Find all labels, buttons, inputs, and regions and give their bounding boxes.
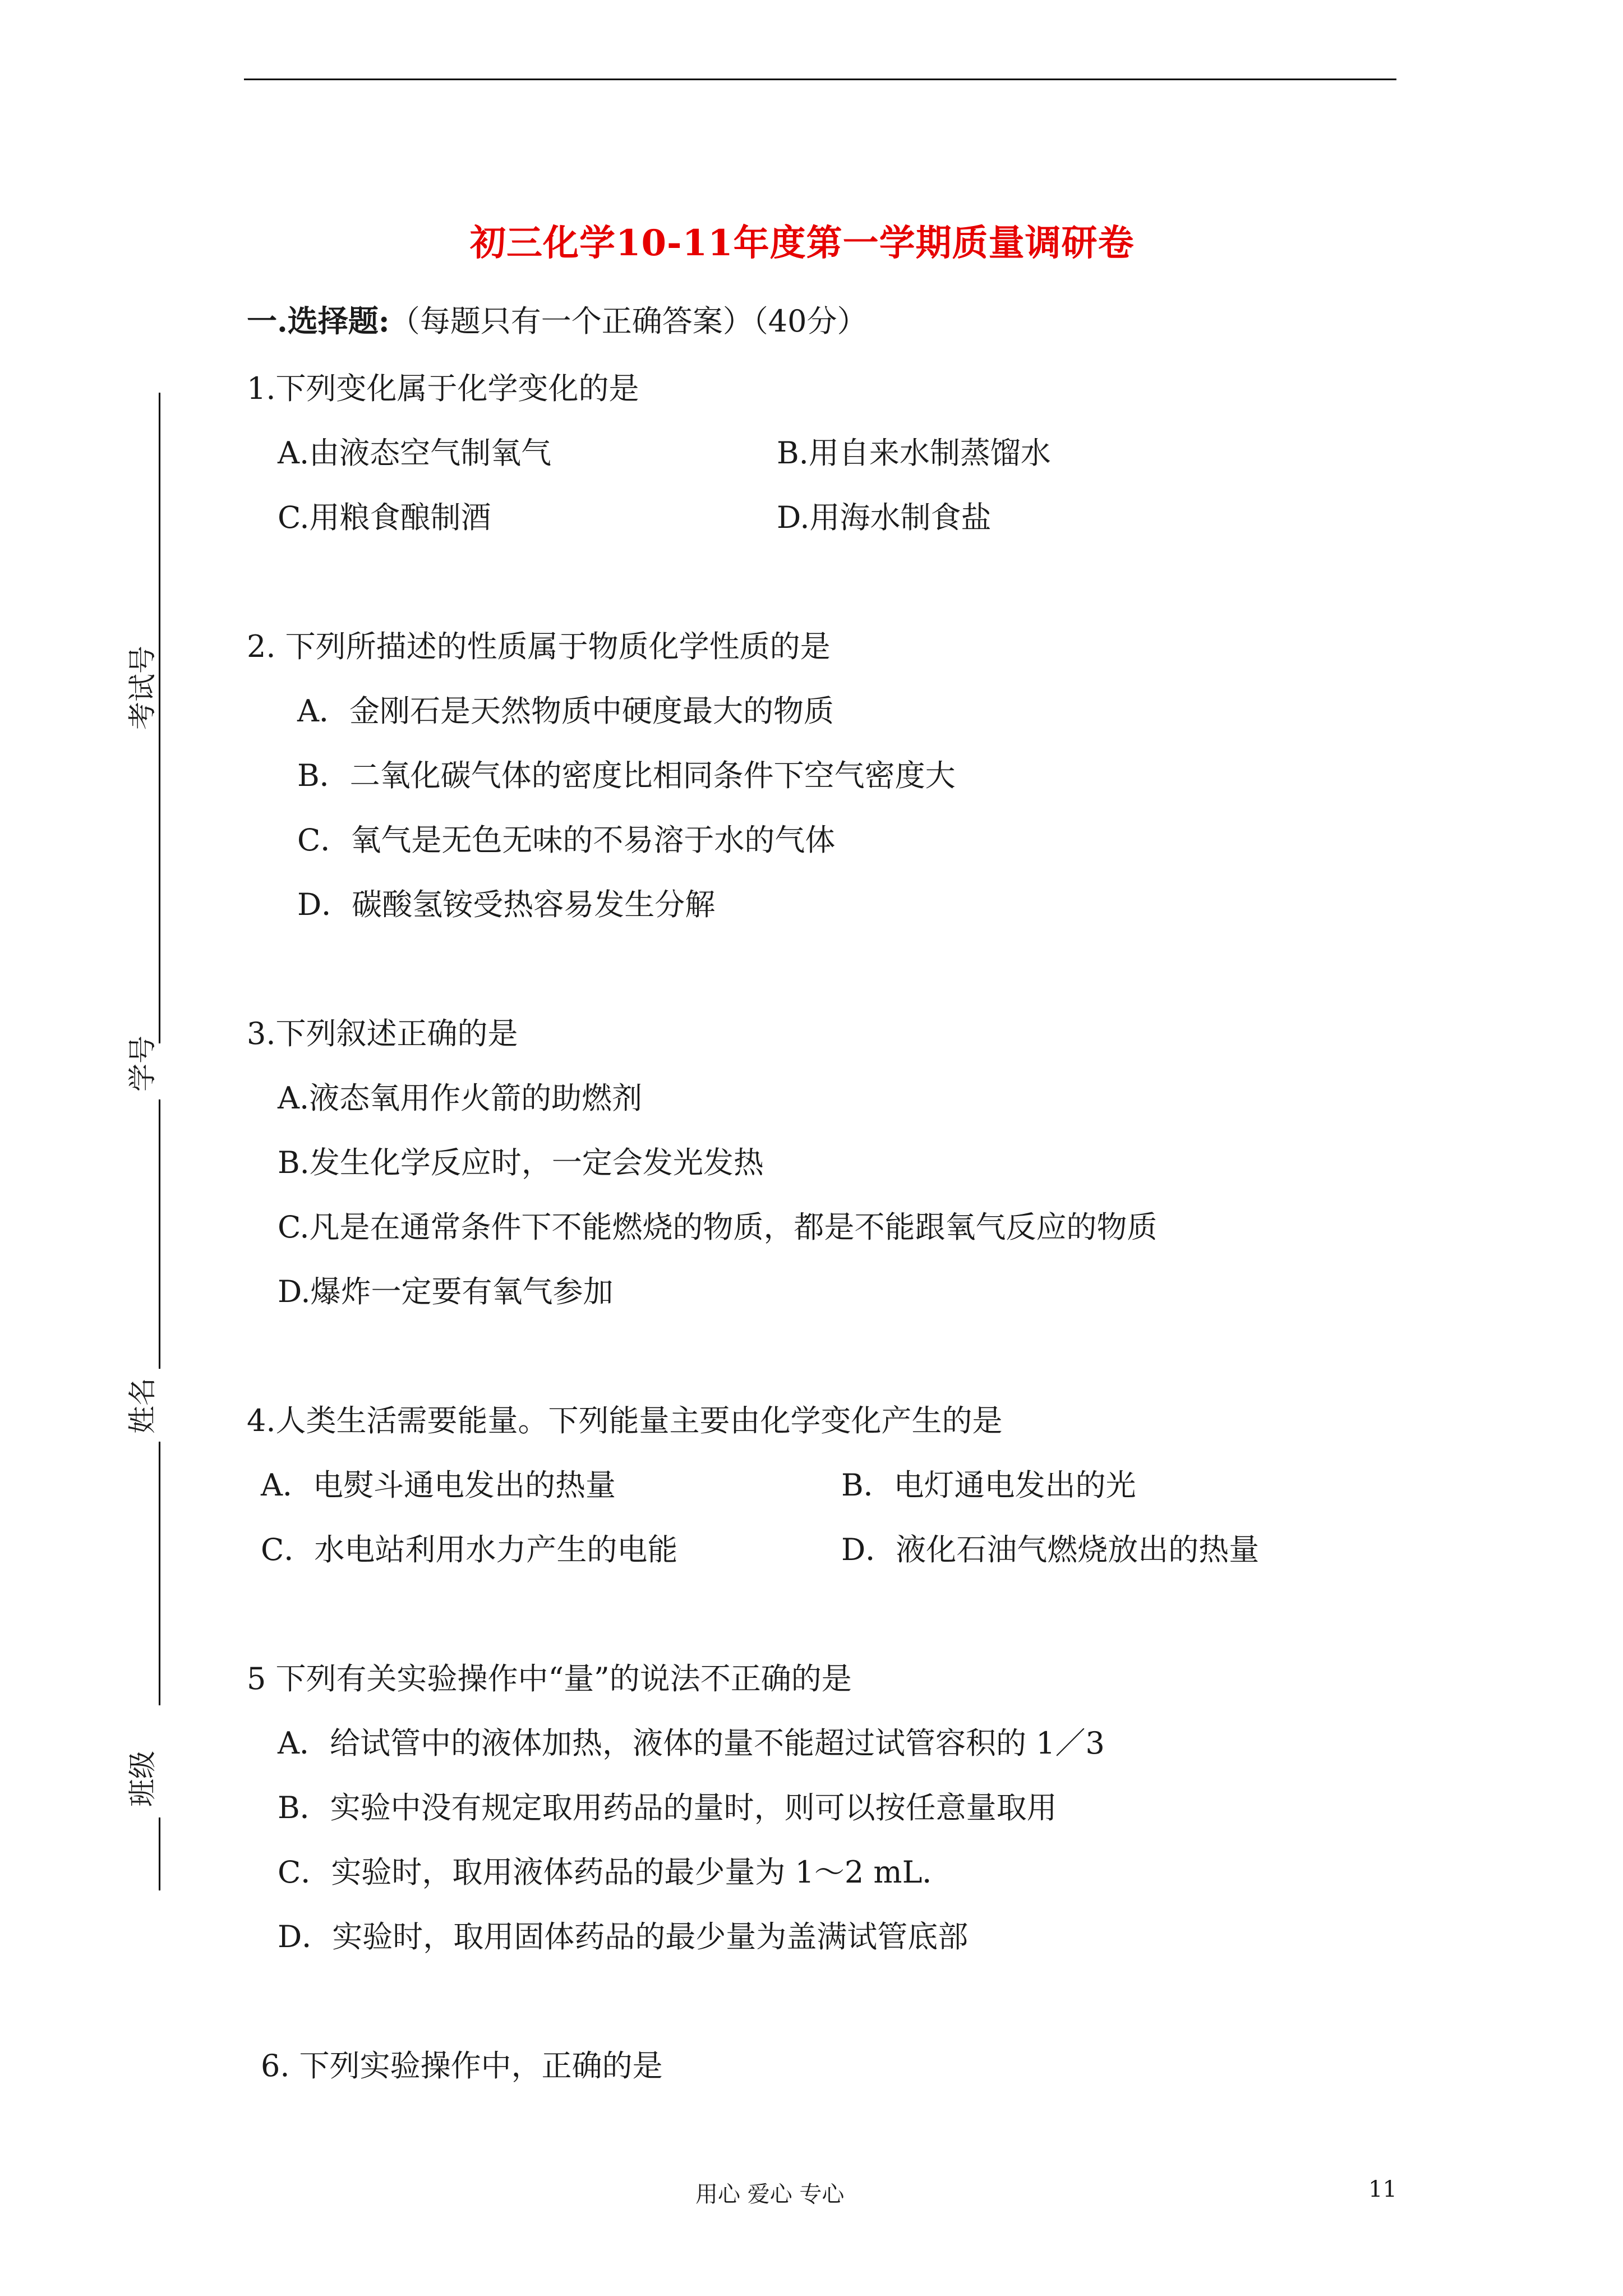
page-title: 初三化学10-11年度第一学期质量调研卷	[470, 222, 1135, 264]
question-4-option-b: B．电灯通电发出的光	[841, 1467, 1136, 1503]
question-2-option-d: D．碳酸氢铵受热容易发生分解	[297, 887, 716, 922]
question-2-option-c: C．氧气是无色无味的不易溶于水的气体	[297, 822, 836, 858]
question-3-option-c: C.凡是在通常条件下不能燃烧的物质，都是不能跟氧气反应的物质	[278, 1209, 1158, 1245]
question-5-option-b: B．实验中没有规定取用药品的量时，则可以按任意量取用	[278, 1790, 1057, 1825]
label-class: 班级	[126, 1751, 159, 1807]
question-1-option-a: A.由液态空气制氧气	[278, 435, 552, 471]
question-1-option-b: B.用自来水制蒸馏水	[777, 435, 1051, 471]
question-5-stem: 5 下列有关实验操作中“量”的说法不正确的是	[247, 1661, 852, 1696]
footer-slogan: 用心 爱心 专心	[695, 2182, 845, 2207]
question-1-option-d: D.用海水制食盐	[777, 500, 992, 535]
question-2-stem: 2. 下列所描述的性质属于物质化学性质的是	[247, 629, 831, 664]
label-student-no: 学号	[126, 1036, 159, 1092]
question-5-option-d: D．实验时，取用固体药品的最少量为盖满试管底部	[278, 1919, 969, 1954]
question-4-option-c: C．水电站利用水力产生的电能	[261, 1532, 678, 1567]
binding-line-3	[159, 1099, 160, 1369]
question-2-option-b: B．二氧化碳气体的密度比相同条件下空气密度大	[297, 758, 956, 793]
section-label: 一.选择题:	[247, 303, 390, 339]
question-3-stem: 3.下列叙述正确的是	[247, 1016, 518, 1051]
question-4-stem: 4.人类生活需要能量。下列能量主要由化学变化产生的是	[247, 1403, 1003, 1438]
binding-line-5	[159, 1818, 160, 1890]
question-3-option-b: B.发生化学反应时，一定会发光发热	[278, 1145, 764, 1180]
page-number: 11	[1368, 2177, 1397, 2202]
question-2-option-a: A．金刚石是天然物质中硬度最大的物质	[297, 693, 834, 729]
section-note: （每题只有一个正确答案）（40分）	[389, 303, 868, 339]
question-5-option-c: C．实验时，取用液体药品的最少量为 1～2 mL．	[278, 1855, 953, 1890]
question-6-stem: 6. 下列实验操作中，正确的是	[261, 2048, 663, 2083]
header-rule	[244, 79, 1396, 80]
question-4-option-d: D．液化石油气燃烧放出的热量	[841, 1532, 1260, 1567]
binding-line-2	[159, 729, 160, 1043]
question-3-option-d: D.爆炸一定要有氧气参加	[278, 1274, 614, 1309]
question-1-option-c: C.用粮食酿制酒	[278, 500, 491, 535]
section-heading	[247, 297, 867, 341]
question-1-stem: 1.下列变化属于化学变化的是	[247, 371, 639, 406]
question-5-option-a: A．给试管中的液体加热，液体的量不能超过试管容积的 1／3	[278, 1726, 1105, 1761]
label-exam-no: 考试号	[126, 646, 159, 730]
label-name: 姓名	[126, 1378, 159, 1434]
question-3-option-a: A.液态氧用作火箭的助燃剂	[278, 1080, 643, 1116]
binding-line-4	[159, 1442, 160, 1705]
question-4-option-a: A．电熨斗通电发出的热量	[261, 1467, 616, 1503]
